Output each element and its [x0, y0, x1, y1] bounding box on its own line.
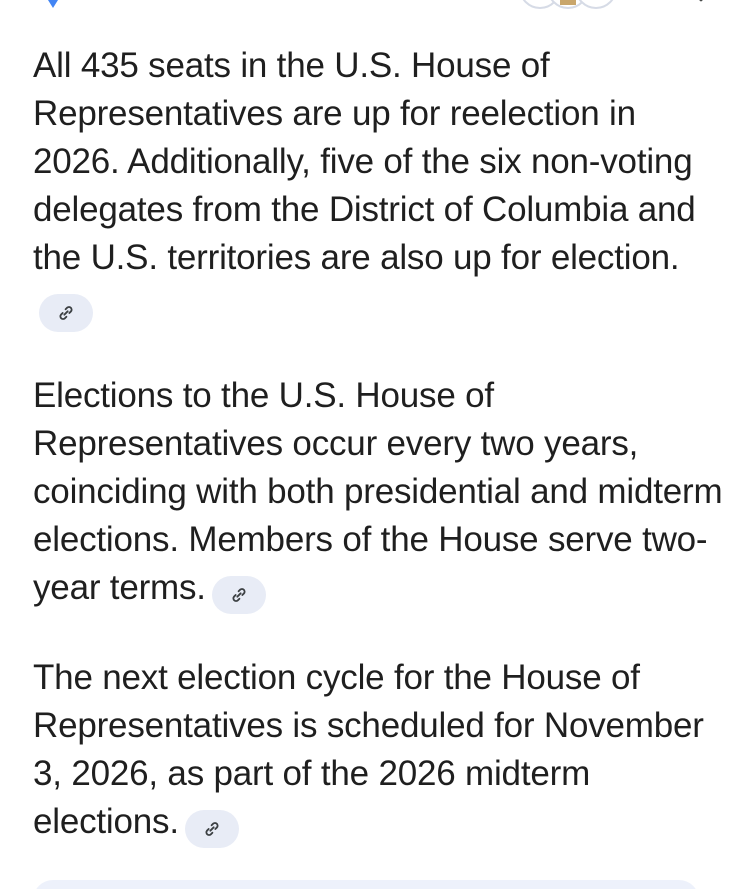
answer-paragraph	[33, 654, 723, 848]
source-avatars-icon[interactable]	[518, 0, 628, 10]
source-link-button[interactable]	[39, 294, 93, 332]
next-card-partial[interactable]	[33, 880, 699, 889]
chevron-down-icon[interactable]	[690, 0, 712, 6]
answer-paragraph	[33, 42, 723, 332]
paragraph-text: Elections to the U.S. House of Representatives occur every two years, coinciding with both presidential and midterm elections. Members of the House serve two-year terms.	[33, 376, 723, 607]
paragraph-text: All 435 seats in the U.S. House of Representatives are up for reelection in 2026. Additionally, five of the six non-voting delegates from the District of Columbia and the U.S. territories are also up for election.	[33, 46, 696, 277]
source-link-button[interactable]	[212, 576, 266, 614]
answer-paragraph	[33, 372, 723, 614]
answer-content	[33, 42, 723, 888]
link-icon	[229, 585, 249, 605]
link-icon	[56, 303, 76, 323]
dropdown-caret-icon	[44, 0, 62, 10]
link-icon	[202, 819, 222, 839]
source-link-button[interactable]	[185, 810, 239, 848]
paragraph-text: The next election cycle for the House of Representatives is scheduled for November 3, 2026, as part of the 2026 midterm elections.	[33, 658, 704, 841]
top-strip	[0, 0, 750, 20]
